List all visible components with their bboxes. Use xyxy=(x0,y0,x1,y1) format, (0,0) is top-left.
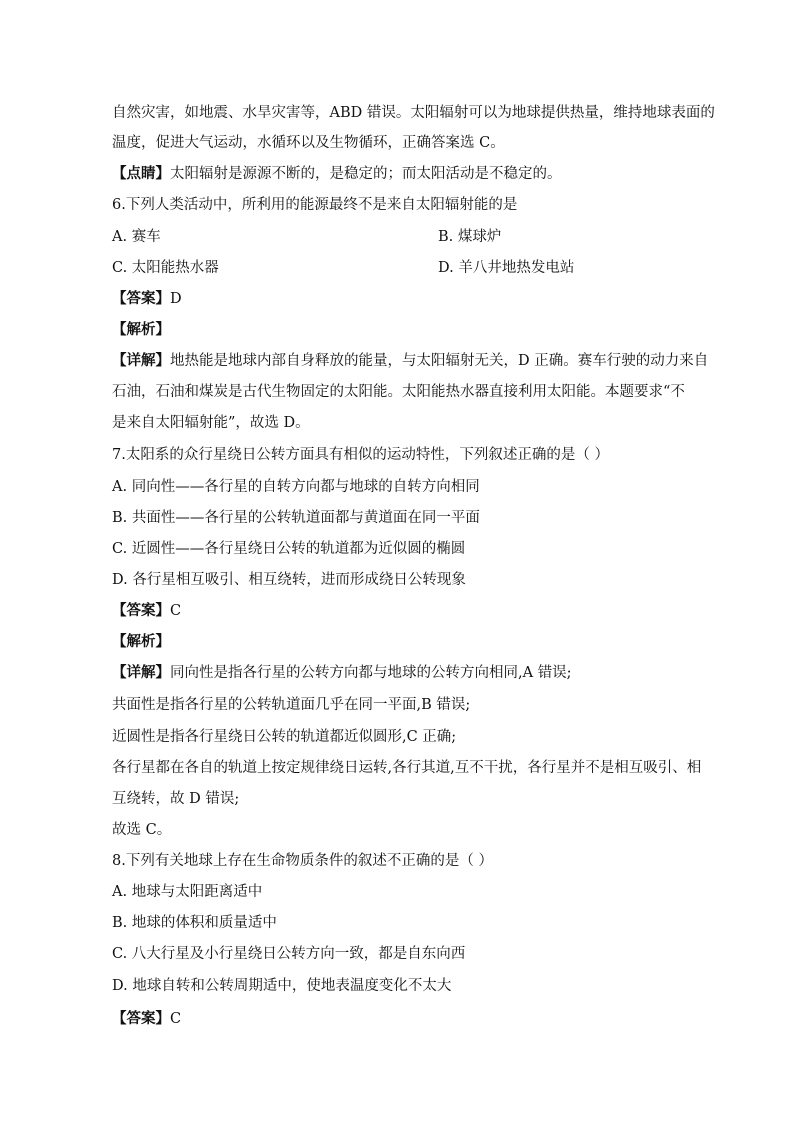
q7-detail-text-1: 同向性是指各行星的公转方向都与地球的公转方向相同,A 错误; xyxy=(170,665,572,681)
q7-analysis-label: 【解析】 xyxy=(112,633,170,650)
q6-option-b: B. 煤球炉 xyxy=(438,229,502,245)
q6-answer-label: 【答案】 xyxy=(112,290,170,307)
q6-stem: 6.下列人类活动中，所利用的能源最终不是来自太阳辐射能的是 xyxy=(112,197,518,213)
q7-option-d: D. 各行星相互吸引、相互绕转，进而形成绕日公转现象 xyxy=(112,572,466,588)
q8-answer-label: 【答案】 xyxy=(112,1010,170,1027)
q7-detail-5: 互绕转，故 D 错误; xyxy=(112,791,240,807)
intro-line-1: 自然灾害，如地震、水旱灾害等，ABD 错误。太阳辐射可以为地球提供热量，维持地球表面的 xyxy=(112,105,715,121)
tip-line xyxy=(112,164,692,184)
q7-detail-2: 共面性是指各行星的公转轨道面几乎在同一平面,B 错误; xyxy=(112,697,471,713)
q8-answer-value: C xyxy=(170,1011,182,1027)
q7-detail-4: 各行星都在各自的轨道上按定规律绕日运转,各行其道,互不干扰，各行星并不是相互吸引、相 xyxy=(112,760,702,776)
q7-answer xyxy=(112,601,692,621)
q6-analysis-label: 【解析】 xyxy=(112,321,170,338)
q7-answer-label: 【答案】 xyxy=(112,602,170,619)
q7-stem: 7.太阳系的众行星绕日公转方面具有相似的运动特性，下列叙述正确的是（ ） xyxy=(112,447,609,463)
q8-option-b: B. 地球的体积和质量适中 xyxy=(112,915,277,931)
q6-option-a: A. 赛车 xyxy=(112,229,161,245)
q8-answer xyxy=(112,1009,692,1029)
q6-option-c: C. 太阳能热水器 xyxy=(112,260,219,276)
q8-option-c: C. 八大行星及小行星绕日公转方向一致，都是自东向西 xyxy=(112,946,466,962)
q6-detail-3: 是来自太阳辐射能”，故选 D。 xyxy=(112,415,310,431)
q6-answer-value: D xyxy=(170,291,182,307)
q6-detail-1 xyxy=(112,351,709,371)
q6-detail-2: 石油，石油和煤炭是古代生物固定的太阳能。太阳能热水器直接利用太阳能。本题要求“不 xyxy=(112,384,685,400)
tip-text: 太阳辐射是源源不断的，是稳定的；而太阳活动是不稳定的。 xyxy=(170,166,562,182)
q6-detail-label: 【详解】 xyxy=(112,352,170,369)
intro-line-2: 温度，促进大气运动，水循环以及生物循环，正确答案选 C。 xyxy=(112,135,505,151)
q7-option-b: B. 共面性——各行星的公转轨道面都与黄道面在同一平面 xyxy=(112,510,480,526)
q6-option-d: D. 羊八井地热发电站 xyxy=(438,260,575,276)
tip-label: 【点睛】 xyxy=(112,165,170,182)
q7-detail-3: 近圆性是指各行星绕日公转的轨道都近似圆形,C 正确; xyxy=(112,729,457,745)
q7-option-a: A. 同向性——各行星的自转方向都与地球的自转方向相同 xyxy=(112,479,480,495)
q6-detail-text-1: 地热能是地球内部自身释放的能量，与太阳辐射无关，D 正确。赛车行驶的动力来自 xyxy=(170,353,709,369)
q7-detail-1 xyxy=(112,663,692,683)
q7-detail-label: 【详解】 xyxy=(112,664,170,681)
q8-option-d: D. 地球自转和公转周期适中，使地表温度变化不太大 xyxy=(112,978,452,994)
q8-option-a: A. 地球与太阳距离适中 xyxy=(112,884,263,900)
q7-answer-value: C xyxy=(170,603,182,619)
q6-answer xyxy=(112,289,692,309)
q7-option-c: C. 近圆性——各行星绕日公转的轨道都为近似圆的椭圆 xyxy=(112,541,466,557)
q8-stem: 8.下列有关地球上存在生命物质条件的叙述不正确的是（ ） xyxy=(112,853,493,869)
q7-conclusion: 故选 C。 xyxy=(112,822,172,838)
